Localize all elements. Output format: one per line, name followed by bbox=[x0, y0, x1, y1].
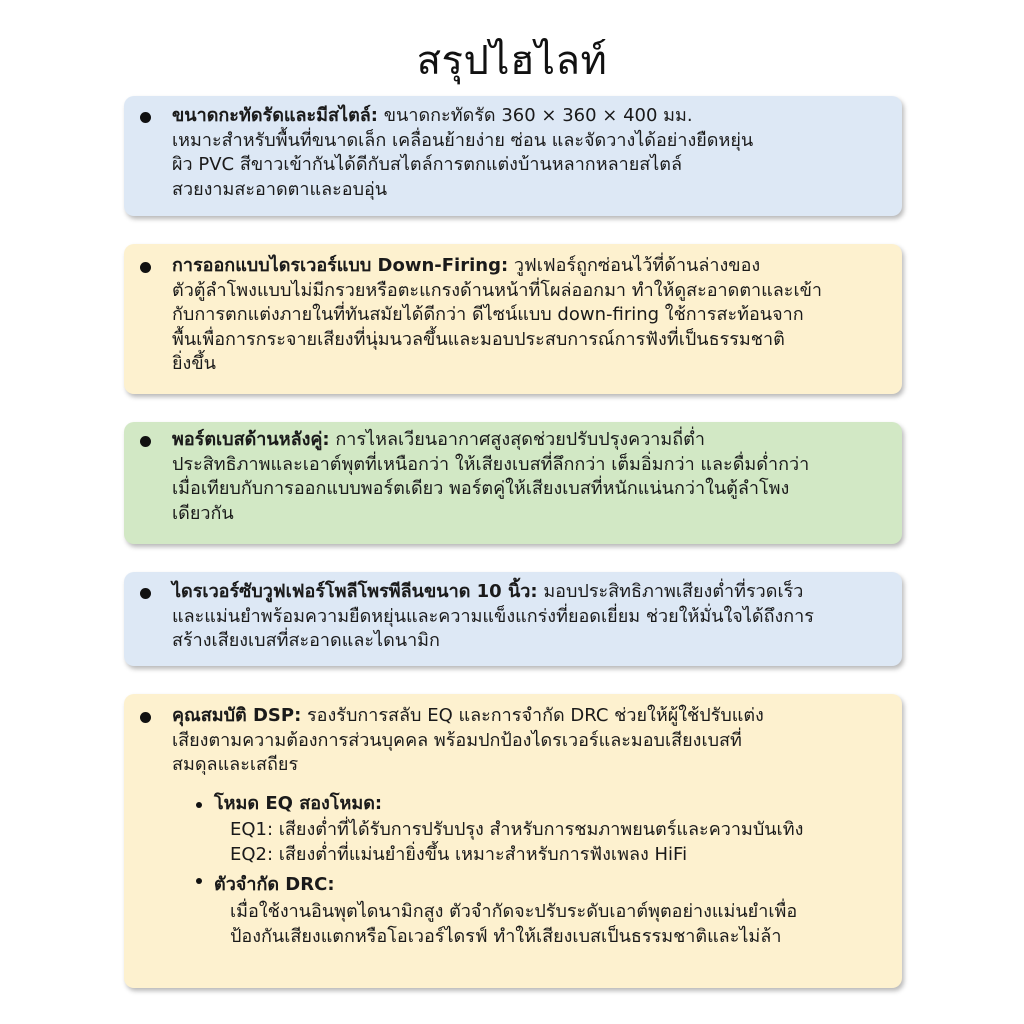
subitem-line: EQ2: เสียงต่ำที่แม่นยำยิ่งขึ้น เหมาะสำหรับการฟังเพลง HiFi bbox=[230, 843, 688, 865]
highlight-card-driver bbox=[124, 572, 902, 666]
card-line: สร้างเสียงเบสที่สะอาดและไดนามิก bbox=[172, 630, 440, 651]
subitem-line: ป้องกันเสียงแตกหรือโอเวอร์ไดรฟ์ ทำให้เสียงเบสเป็นธรรมชาติและไม่ล้า bbox=[230, 925, 782, 947]
card-line: สวยงามสะอาดตาและอบอุ่น bbox=[172, 178, 388, 200]
card-text bbox=[172, 254, 888, 377]
sub-bullet-icon bbox=[196, 802, 202, 808]
card-line: ประสิทธิภาพและเอาต์พุตที่เหนือกว่า ให้เสียงเบสที่ลึกกว่า เต็มอิ่มกว่า และดื่มด่ำกว่า bbox=[172, 453, 810, 475]
highlight-card-compact bbox=[124, 96, 902, 216]
card-heading: พอร์ตเบสด้านหลังคู่: bbox=[172, 429, 330, 450]
sub-bullet-icon bbox=[196, 878, 202, 884]
subitem-heading-drc: ตัวจำกัด DRC: bbox=[214, 874, 335, 895]
card-line: ผิว PVC สีขาวเข้ากันได้ดีกับสไตล์การตกแต่งบ้านหลากหลายสไตล์ bbox=[172, 154, 683, 175]
card-line: เสียงตามความต้องการส่วนบุคคล พร้อมปกป้องไดรเวอร์และมอบเสียงเบสที่ bbox=[172, 729, 742, 751]
card-text bbox=[172, 580, 888, 654]
page-title: สรุปไฮไลท์ bbox=[416, 38, 608, 84]
card-line: พื้นเพื่อการกระจายเสียงที่นุ่มนวลขึ้นและมอบประสบการณ์การฟังที่เป็นธรรมชาติ bbox=[172, 328, 785, 350]
card-heading: คุณสมบัติ DSP: bbox=[172, 705, 302, 726]
bullet-icon bbox=[140, 112, 151, 123]
card-line: วูฟเฟอร์ถูกซ่อนไว้ที่ด้านล่างของ bbox=[508, 255, 761, 276]
card-line: เหมาะสำหรับพื้นที่ขนาดเล็ก เคลื่อนย้ายง่าย ซ่อน และจัดวางได้อย่างยืดหยุ่น bbox=[172, 129, 754, 151]
bullet-icon bbox=[140, 436, 151, 447]
card-text bbox=[172, 428, 888, 526]
card-text bbox=[172, 704, 888, 778]
subitem-line: EQ1: เสียงต่ำที่ได้รับการปรับปรุง สำหรับการชมภาพยนตร์และความบันเทิง bbox=[230, 819, 804, 840]
highlight-card-bass-ports bbox=[124, 422, 902, 544]
card-line: มอบประสิทธิภาพเสียงต่ำที่รวดเร็ว bbox=[537, 581, 804, 602]
card-line: เดียวกัน bbox=[172, 502, 234, 524]
card-line: เมื่อเทียบกับการออกแบบพอร์ตเดียว พอร์ตคู่ให้เสียงเบสที่หนักแน่นกว่าในตู้ลำโพง bbox=[172, 478, 790, 499]
card-heading: การออกแบบไดรเวอร์แบบ Down-Firing: bbox=[172, 255, 509, 276]
subitem-lines-eq bbox=[230, 818, 892, 867]
bullet-icon bbox=[140, 588, 151, 599]
card-line: กับการตกแต่งภายในที่ทันสมัยได้ดีกว่า ดีไซน์แบบ down-firing ใช้การสะท้อนจาก bbox=[172, 304, 804, 325]
card-line: ขนาดกะทัดรัด 360 × 360 × 400 มม. bbox=[378, 105, 693, 126]
subitem-heading-eq: โหมด EQ สองโหมด: bbox=[214, 793, 383, 814]
card-line: สมดุลและเสถียร bbox=[172, 754, 299, 775]
subitem-lines-drc bbox=[230, 900, 892, 949]
bullet-icon bbox=[140, 712, 151, 723]
bullet-icon bbox=[140, 262, 151, 273]
card-line: รองรับการสลับ EQ และการจำกัด DRC ช่วยให้ผู้ใช้ปรับแต่ง bbox=[301, 705, 764, 726]
card-line: และแม่นยำพร้อมความยืดหยุ่นและความแข็งแกร่งที่ยอดเยี่ยม ช่วยให้มั่นใจได้ถึงการ bbox=[172, 605, 814, 627]
card-line: ตัวตู้ลำโพงแบบไม่มีกรวยหรือตะแกรงด้านหน้าที่โผล่ออกมา ทำให้ดูสะอาดตาและเข้า bbox=[172, 279, 823, 301]
subitem-line: เมื่อใช้งานอินพุตไดนามิกสูง ตัวจำกัดจะปรับระดับเอาต์พุตอย่างแม่นยำเพื่อ bbox=[230, 901, 798, 922]
card-heading: ขนาดกะทัดรัดและมีสไตล์: bbox=[172, 105, 379, 126]
card-line: ยิ่งขึ้น bbox=[172, 353, 216, 374]
highlight-card-down-firing bbox=[124, 244, 902, 394]
card-text bbox=[172, 104, 888, 202]
card-heading: ไดรเวอร์ซับวูฟเฟอร์โพลีโพรพีลีนขนาด 10 นิ้ว: bbox=[172, 581, 538, 602]
card-line: การไหลเวียนอากาศสูงสุดช่วยปรับปรุงความถี่ต่ำ bbox=[329, 429, 705, 450]
highlight-card-dsp bbox=[124, 694, 902, 988]
